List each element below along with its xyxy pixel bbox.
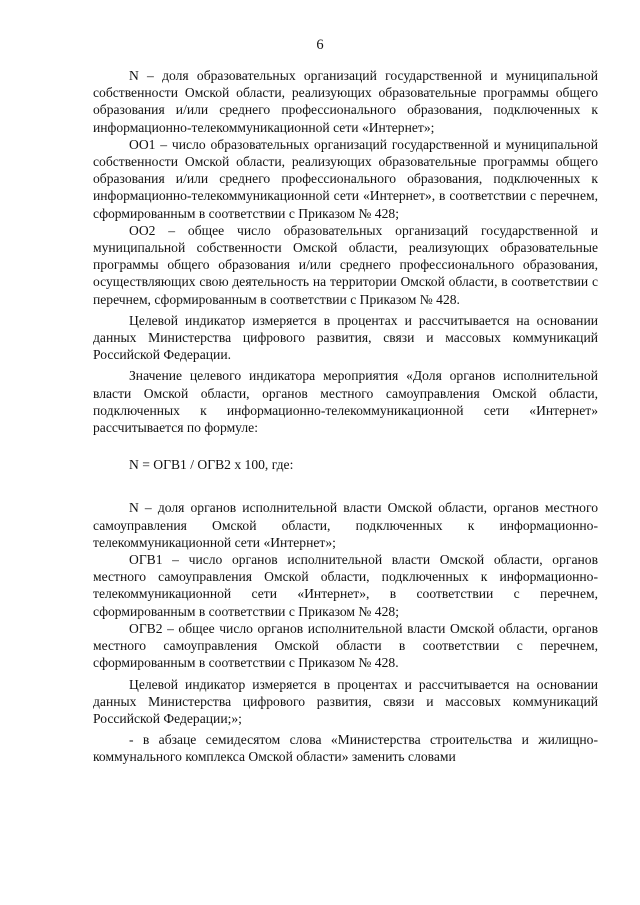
paragraph-indicator-measurement: Целевой индикатор измеряется в процентах и рассчитывается на основании данных Министерства цифрового развития, связи и массовых коммуникаций Российской Федерации. xyxy=(93,312,598,363)
paragraph-indicator-measurement-2: Целевой индикатор измеряется в процентах и рассчитывается на основании данных Министерства цифрового развития, связи и массовых коммуникаций Российской Федерации;»; xyxy=(93,676,598,726)
paragraph-n-authorities-definition: N – доля органов исполнительной власти Омской области, органов местного самоуправления Омской области, подключенных к информационно-телекоммуникационной сети «Интернет»; xyxy=(93,500,598,550)
paragraph-ogv1-definition: ОГВ1 – число органов исполнительной власти Омской области, органов местного самоуправления Омской области, подключенных к информационно-телекоммуникационной сети «Интернет», в соответствии с перечнем, сформированным в соответствии с Приказом № 428; xyxy=(93,552,598,619)
page-number: 6 xyxy=(316,37,324,53)
paragraph-amendment-bullet: - в абзаце семидесятом слова «Министерства строительства и жилищно-коммунального комплекса Омской области» заменить словами xyxy=(93,732,598,765)
paragraph-oo1-definition: ОО1 – число образовательных организаций государственной и муниципальной собственности Омской области, реализующих образовательные программы общего образования и/или среднего профессионального образования, подключенных к информационно-телекоммуникационной сети «Интернет», в соответствии с перечнем, сформированным в соответствии с Приказом № 428; xyxy=(93,136,598,221)
formula: N = ОГВ1 / ОГВ2 х 100, где: xyxy=(129,457,294,473)
paragraph-ogv2-definition: ОГВ2 – общее число органов исполнительной власти Омской области, органов местного самоуправления Омской области в соответствии с перечнем, сформированным в соответствии с Приказом № 428. xyxy=(93,620,598,671)
paragraph-oo2-definition: ОО2 – общее число образовательных организаций государственной и муниципальной собственности Омской области, реализующих образовательные программы общего образования и/или среднего профессионального образования, осуществляющих свою деятельность на территории Омской области, в соответствии с перечнем, сформированным в соответствии с Приказом № 428. xyxy=(93,222,598,307)
document-body xyxy=(93,67,598,766)
paragraph-indicator-value: Значение целевого индикатора мероприятия «Доля органов исполнительной власти Омской области, органов местного самоуправления Омской области, подключенных к информационно-телекоммуникационной сети «Интернет» рассчитывается по формуле: xyxy=(93,368,598,436)
paragraph-n-definition: N – доля образовательных организаций государственной и муниципальной собственности Омской области, реализующих образовательные программы общего образования и/или среднего профессионального образования, подключенных к информационно-телекоммуникационной сети «Интернет»; xyxy=(93,68,598,135)
